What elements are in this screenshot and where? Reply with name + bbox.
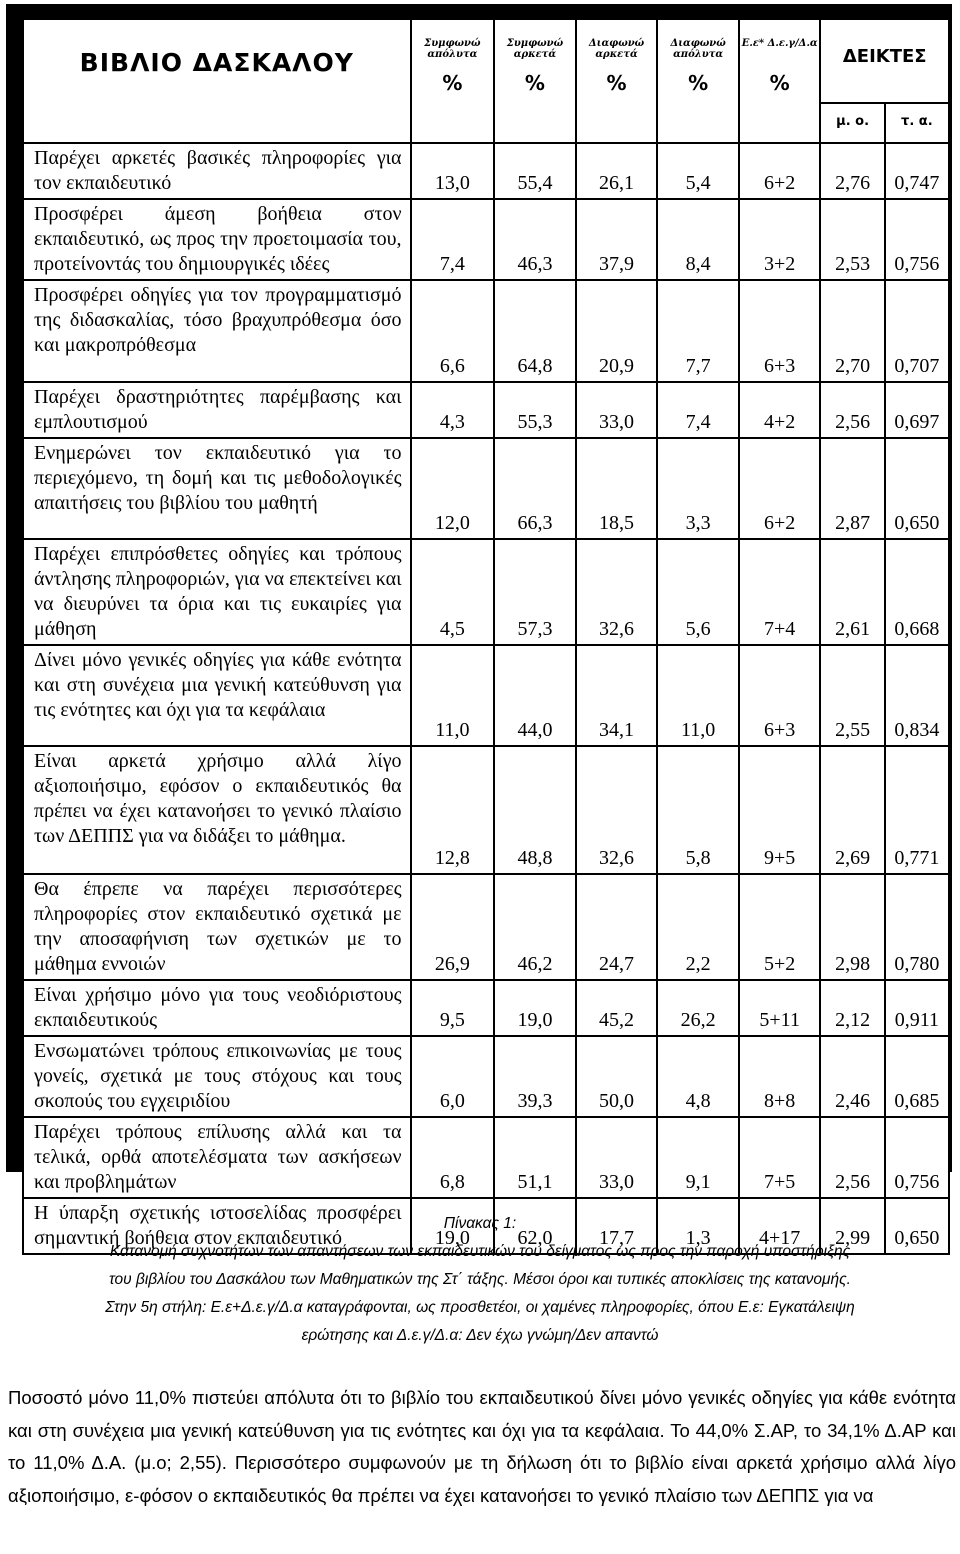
- value-cell: 19,0: [494, 980, 576, 1036]
- statement-cell: Παρέχει αρκετές βασικές πληροφορίες για τον εκπαιδευτικό: [23, 143, 411, 199]
- value-cell: 9,5: [411, 980, 495, 1036]
- caption-line: ερώτησης και Δ.ε.γ/Δ.α: Δεν έχω γνώμη/Δεν απαντώ: [301, 1327, 659, 1344]
- value-cell: 48,8: [494, 746, 576, 874]
- column-header-label: Συμφωνώ αρκετά: [506, 38, 564, 60]
- value-cell: 13,0: [411, 143, 495, 199]
- column-header: [657, 19, 739, 143]
- value-cell: 0,650: [885, 438, 949, 539]
- value-cell: 6+2: [739, 143, 821, 199]
- value-cell: 26,2: [657, 980, 739, 1036]
- value-cell: 50,0: [576, 1036, 658, 1117]
- value-cell: 19,0: [411, 1198, 495, 1254]
- value-cell: 39,3: [494, 1036, 576, 1117]
- value-cell: 0,650: [885, 1198, 949, 1254]
- value-cell: 7,4: [657, 382, 739, 438]
- value-cell: 55,3: [494, 382, 576, 438]
- value-cell: 7+5: [739, 1117, 821, 1198]
- statement-cell: Θα έπρεπε να παρέχει περισσότερες πληροφορίες στον εκπαιδευτικό σχετικά με την αποσαφήνιση των σχετικών με το μάθημα εννοιών: [23, 874, 411, 980]
- caption-number: Πίνακας 1:: [443, 1215, 517, 1232]
- column-header-unit: %: [606, 71, 627, 95]
- value-cell: 0,911: [885, 980, 949, 1036]
- value-cell: 5+11: [739, 980, 821, 1036]
- table-header-row: [23, 19, 949, 103]
- value-cell: 0,707: [885, 280, 949, 382]
- table-row: [23, 1036, 949, 1117]
- statement-cell: Παρέχει δραστηριότητες παρέμβασης και εμπλουτισμού: [23, 382, 411, 438]
- sd-label: τ. α.: [901, 114, 933, 129]
- value-cell: 3+2: [739, 199, 821, 280]
- value-cell: 8+8: [739, 1036, 821, 1117]
- value-cell: 45,2: [576, 980, 658, 1036]
- value-cell: 17,7: [576, 1198, 658, 1254]
- column-header: [494, 19, 576, 143]
- table-row: [23, 438, 949, 539]
- value-cell: 34,1: [576, 645, 658, 746]
- value-cell: 24,7: [576, 874, 658, 980]
- value-cell: 12,8: [411, 746, 495, 874]
- table-row: [23, 980, 949, 1036]
- statement-cell: Είναι αρκετά χρήσιμο αλλά λίγο αξιοποιήσιμο, εφόσον ο εκπαιδευτικός θα πρέπει να έχει κατανοήσει το γενικό πλαίσιο των ΔΕΠΠΣ για να διδάξει το μάθημα.: [23, 746, 411, 874]
- value-cell: 20,9: [576, 280, 658, 382]
- statement-cell: Ενσωματώνει τρόπους επικοινωνίας με τους γονείς, σχετικά με τους στόχους και τους σκοπούς του εγχειριδίου: [23, 1036, 411, 1117]
- value-cell: 32,6: [576, 746, 658, 874]
- value-cell: 7,7: [657, 280, 739, 382]
- statement-cell: Δίνει μόνο γενικές οδηγίες για κάθε ενότητα και στη συνέχεια μια γενική κατεύθυνση για τις ενότητες και όχι για τα κεφάλαια: [23, 645, 411, 746]
- statement-cell: Η ύπαρξη σχετικής ιστοσελίδας προσφέρει σημαντική βοήθεια στον εκπαιδευτικό: [23, 1198, 411, 1254]
- value-cell: 26,1: [576, 143, 658, 199]
- value-cell: 7+4: [739, 539, 821, 645]
- value-cell: 26,9: [411, 874, 495, 980]
- value-cell: 2,2: [657, 874, 739, 980]
- value-cell: 0,771: [885, 746, 949, 874]
- value-cell: 4+17: [739, 1198, 821, 1254]
- value-cell: 62,0: [494, 1198, 576, 1254]
- statement-cell: Παρέχει τρόπους επίλυσης αλλά και τα τελικά, ορθά αποτελέσματα των ασκήσεων και προβλημάτων: [23, 1117, 411, 1198]
- column-header-unit: %: [442, 71, 463, 95]
- table-caption: [20, 1210, 940, 1350]
- value-cell: 9+5: [739, 746, 821, 874]
- value-cell: 2,53: [820, 199, 884, 280]
- value-cell: 0,756: [885, 1117, 949, 1198]
- body-paragraph: Ποσοστό μόνο 11,0% πιστεύει απόλυτα ότι το βιβλίο του εκπαιδευτικού δίνει μόνο γενικές οδηγίες για κάθε ενότητα και στη συνέχεια μια γενική κατεύθυνση για τις ενότητες και όχι για τα κεφάλαια. Το 44,0% Σ.ΑΡ, το 34,1% Δ.ΑΡ και το 11,0% Δ.Α. (μ.ο; 2,55). Περισσότερο συμφωνούν με τη δήλωση ότι το βιβλίο είναι αρκετά χρήσιμο αλλά λίγο αξιοποιήσιμο, ε-φόσον ο εκπαιδευτικός θα πρέπει να έχει κατανοήσει το γενικό πλαίσιο των ΔΕΠΠΣ για να: [8, 1387, 956, 1506]
- value-cell: 4,5: [411, 539, 495, 645]
- value-cell: 5,6: [657, 539, 739, 645]
- value-cell: 6+3: [739, 645, 821, 746]
- value-cell: 2,55: [820, 645, 884, 746]
- value-cell: 51,1: [494, 1117, 576, 1198]
- table-row: [23, 199, 949, 280]
- value-cell: 4+2: [739, 382, 821, 438]
- statement-cell: Παρέχει επιπρόσθετες οδηγίες και τρόπους άντλησης πληροφοριών, για να επεκτείνει και να διευρύνει τα όρια και τις ευκαιρίες για μάθηση: [23, 539, 411, 645]
- value-cell: 33,0: [576, 1117, 658, 1198]
- value-cell: 2,70: [820, 280, 884, 382]
- statement-cell: Είναι χρήσιμο μόνο για τους νεοδιόριστους εκπαιδευτικούς: [23, 980, 411, 1036]
- value-cell: 0,834: [885, 645, 949, 746]
- value-cell: 2,99: [820, 1198, 884, 1254]
- value-cell: 5,4: [657, 143, 739, 199]
- value-cell: 4,8: [657, 1036, 739, 1117]
- table-row: [23, 746, 949, 874]
- value-cell: 2,87: [820, 438, 884, 539]
- column-header-unit: %: [769, 71, 790, 95]
- value-cell: 2,46: [820, 1036, 884, 1117]
- mean-label: μ. ο.: [836, 114, 870, 129]
- table-row: [23, 143, 949, 199]
- statement-cell: Προσφέρει οδηγίες για τον προγραμματισμό της διδασκαλίας, τόσο βραχυπρόθεσμα όσο και μακροπρόθεσμα: [23, 280, 411, 382]
- value-cell: 2,69: [820, 746, 884, 874]
- column-header: [411, 19, 495, 143]
- value-cell: 0,668: [885, 539, 949, 645]
- table-row: [23, 280, 949, 382]
- value-cell: 55,4: [494, 143, 576, 199]
- value-cell: 66,3: [494, 438, 576, 539]
- table-row: [23, 1117, 949, 1198]
- indices-header: [820, 19, 949, 103]
- column-header-label: Συμφωνώ απόλυτα: [424, 38, 481, 60]
- value-cell: 2,76: [820, 143, 884, 199]
- value-cell: 2,56: [820, 382, 884, 438]
- table-title: ΒΙΒΛΙΟ ΔΑΣΚΑΛΟΥ: [79, 48, 354, 77]
- table-row: [23, 539, 949, 645]
- value-cell: 0,780: [885, 874, 949, 980]
- value-cell: 44,0: [494, 645, 576, 746]
- table-body: [23, 143, 949, 1254]
- value-cell: 7,4: [411, 199, 495, 280]
- value-cell: 1,3: [657, 1198, 739, 1254]
- value-cell: 11,0: [411, 645, 495, 746]
- column-header-label: Ε.ε* Δ.ε.γ/Δ.α: [741, 38, 818, 49]
- value-cell: 37,9: [576, 199, 658, 280]
- column-header-label: Διαφωνώ αρκετά: [588, 38, 645, 60]
- mean-header: [820, 103, 884, 143]
- value-cell: 11,0: [657, 645, 739, 746]
- value-cell: 0,756: [885, 199, 949, 280]
- column-header-label: Διαφωνώ απόλυτα: [670, 38, 726, 60]
- column-header-unit: %: [524, 71, 545, 95]
- value-cell: 0,685: [885, 1036, 949, 1117]
- caption-line: του βιβλίου του Δασκάλου των Μαθηματικών της Στ΄ τάξης. Μέσοι όροι και τυπικές αποκλίσεις της κατανομής.: [108, 1271, 851, 1288]
- table-row: [23, 645, 949, 746]
- value-cell: 2,12: [820, 980, 884, 1036]
- value-cell: 6,8: [411, 1117, 495, 1198]
- value-cell: 6,6: [411, 280, 495, 382]
- value-cell: 64,8: [494, 280, 576, 382]
- value-cell: 18,5: [576, 438, 658, 539]
- survey-table: [22, 18, 950, 1255]
- statement-cell: Προσφέρει άμεση βοήθεια στον εκπαιδευτικό, ως προς την προετοιμασία του, προτείνοντάς του δημιουργικές ιδέες: [23, 199, 411, 280]
- table-title-cell: [23, 19, 411, 143]
- value-cell: 9,1: [657, 1117, 739, 1198]
- value-cell: 0,747: [885, 143, 949, 199]
- value-cell: 4,3: [411, 382, 495, 438]
- table-row: [23, 382, 949, 438]
- value-cell: 2,56: [820, 1117, 884, 1198]
- value-cell: 3,3: [657, 438, 739, 539]
- value-cell: 6+3: [739, 280, 821, 382]
- statement-cell: Ενημερώνει τον εκπαιδευτικό για το περιεχόμενο, τη δομή και τις μεθοδολογικές απαιτήσεις του βιβλίου του μαθητή: [23, 438, 411, 539]
- value-cell: 46,2: [494, 874, 576, 980]
- column-header: [739, 19, 821, 143]
- value-cell: 2,61: [820, 539, 884, 645]
- table-row: [23, 874, 949, 980]
- indices-title: ΔΕΙΚΤΕΣ: [842, 46, 927, 67]
- caption-line: Στην 5η στήλη: Ε.ε+Δ.ε.γ/Δ.α καταγράφονται, ως προσθετέοι, οι χαμένες πληροφορίες, όπου Ε.ε: Εγκατάλειψη: [105, 1299, 855, 1316]
- value-cell: 57,3: [494, 539, 576, 645]
- value-cell: 2,98: [820, 874, 884, 980]
- value-cell: 46,3: [494, 199, 576, 280]
- value-cell: 8,4: [657, 199, 739, 280]
- value-cell: 6+2: [739, 438, 821, 539]
- value-cell: 12,0: [411, 438, 495, 539]
- column-header: [576, 19, 658, 143]
- value-cell: 6,0: [411, 1036, 495, 1117]
- caption-line: Κατανομή συχνοτήτων των απαντήσεων των εκπαιδευτικών του δείγματος ως προς την παροχή υποστήριξης: [109, 1243, 851, 1260]
- value-cell: 5+2: [739, 874, 821, 980]
- sd-header: [885, 103, 949, 143]
- value-cell: 0,697: [885, 382, 949, 438]
- value-cell: 32,6: [576, 539, 658, 645]
- value-cell: 33,0: [576, 382, 658, 438]
- column-header-unit: %: [688, 71, 709, 95]
- value-cell: 5,8: [657, 746, 739, 874]
